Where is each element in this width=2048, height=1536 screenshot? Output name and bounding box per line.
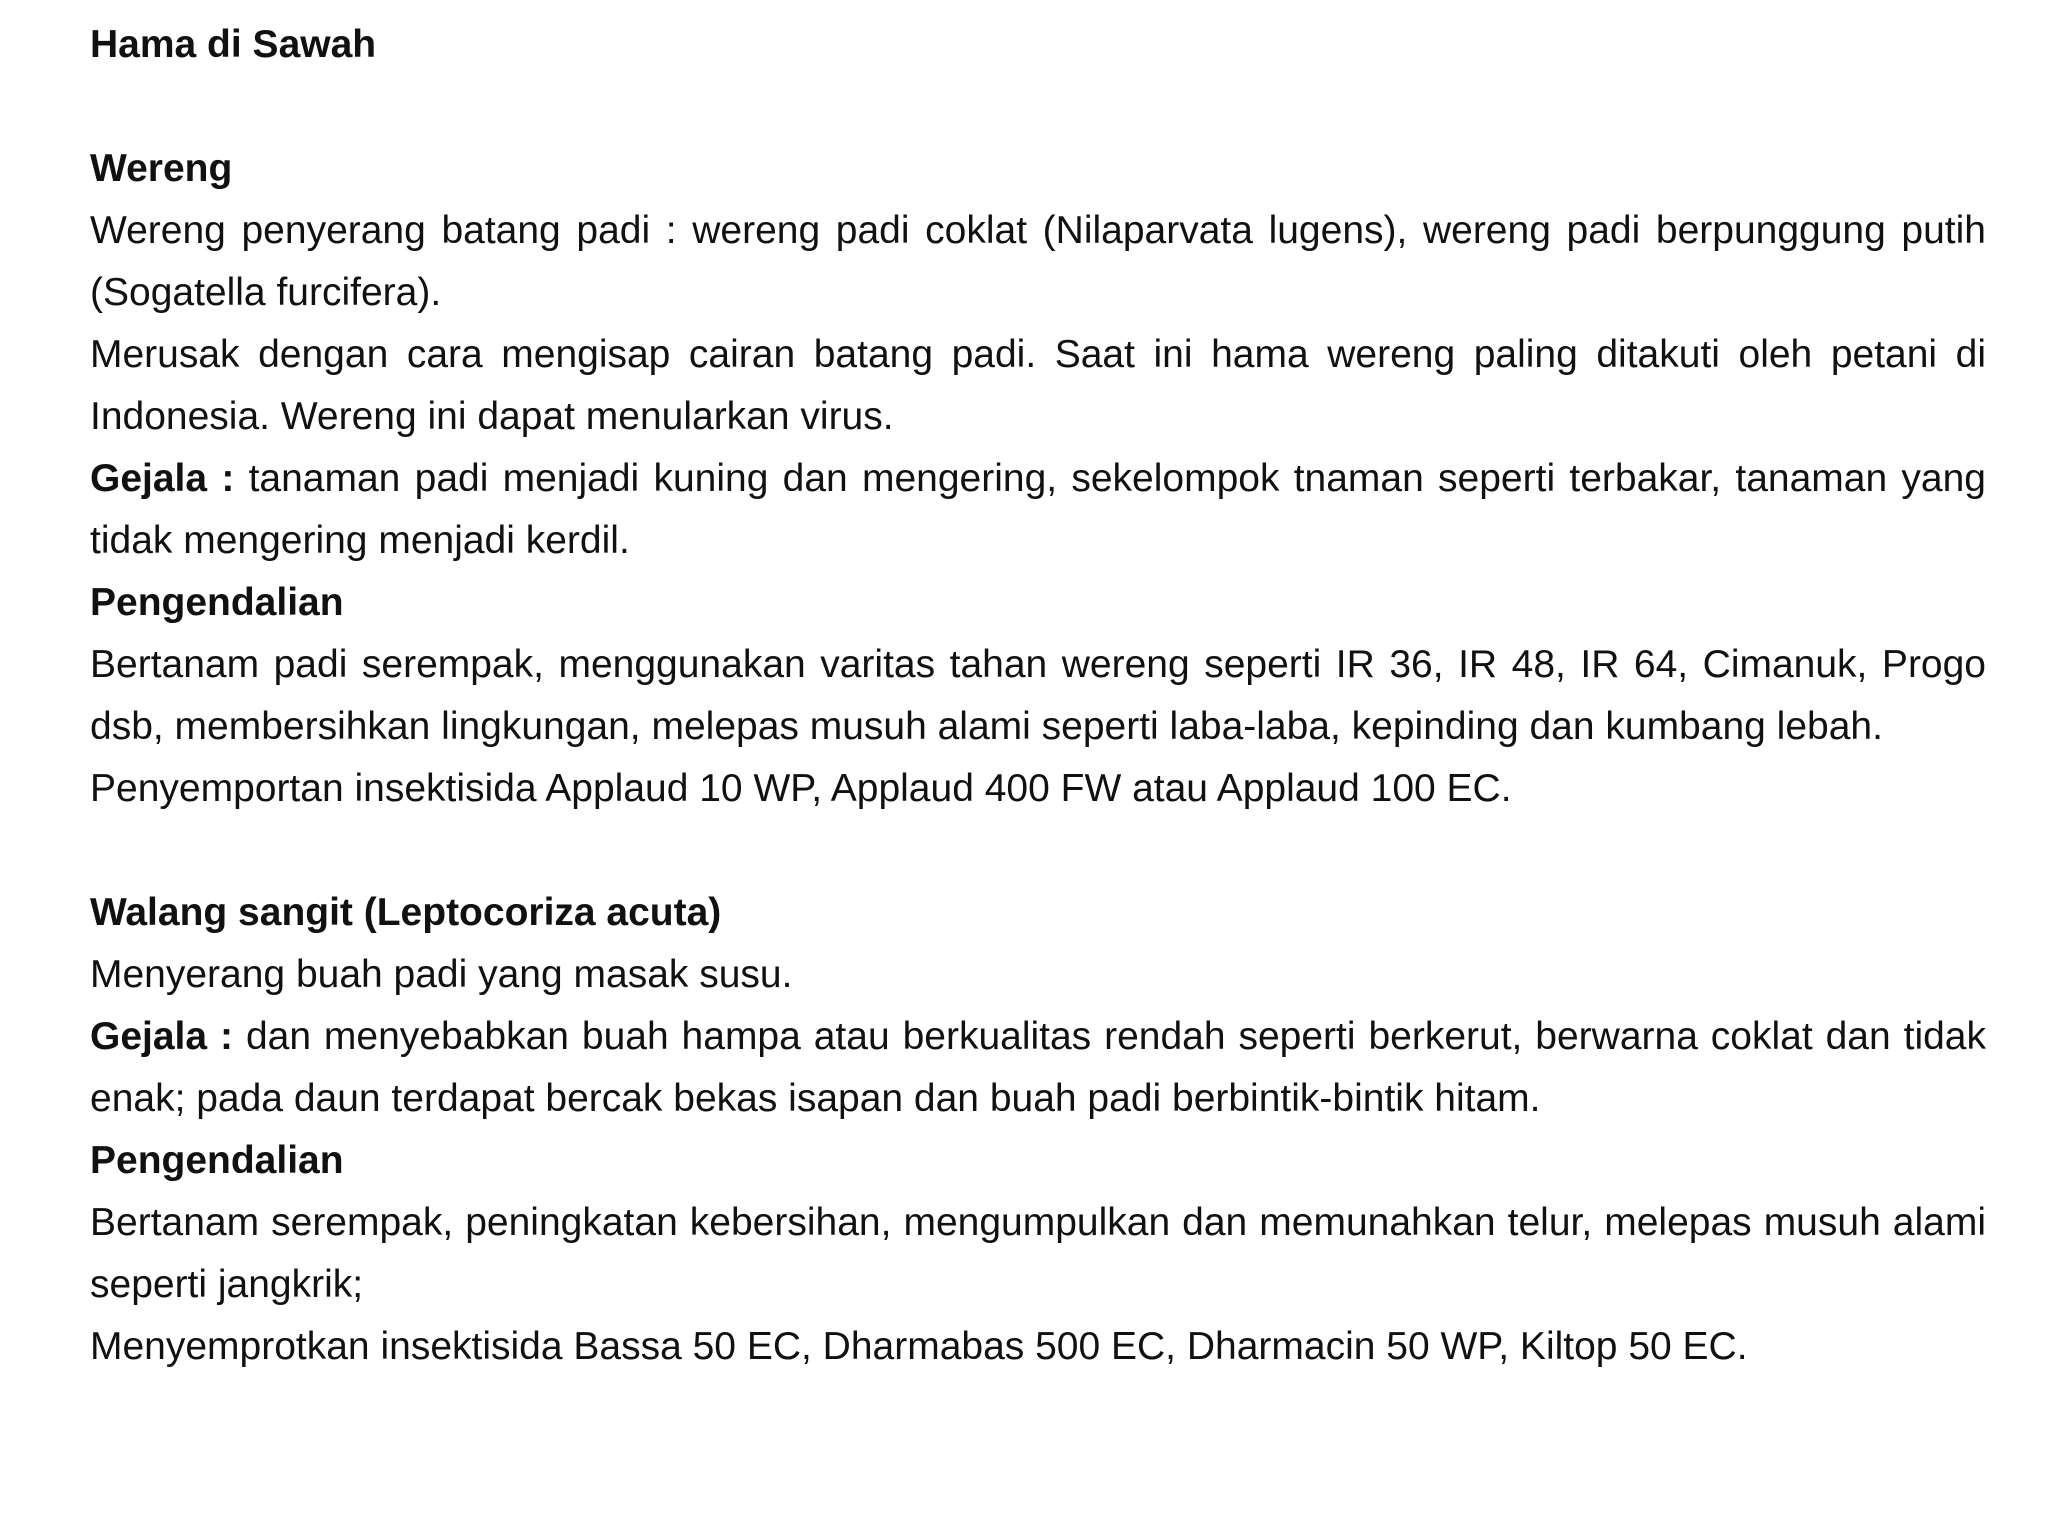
gejala-paragraph xyxy=(90,1006,1986,1130)
paragraph: Merusak dengan cara mengisap cairan batang padi. Saat ini hama wereng paling ditakuti oleh petani di Indonesia. Wereng ini dapat menularkan virus. xyxy=(90,333,1986,438)
section-walang-sangit xyxy=(90,882,1986,1378)
document-title: Hama di Sawah xyxy=(90,23,377,66)
gejala-text: dan menyebabkan buah hampa atau berkualitas rendah seperti berkerut, berwarna coklat dan tidak enak; pada daun terdapat bercak bekas isapan dan buah padi berbintik-bintik hitam. xyxy=(90,1015,1986,1120)
gejala-paragraph xyxy=(90,448,1986,572)
section-wereng xyxy=(90,138,1986,820)
pengendalian-heading: Pengendalian xyxy=(90,581,344,624)
gejala-label: Gejala : xyxy=(90,457,235,500)
gejala-label: Gejala : xyxy=(90,1015,233,1058)
pengendalian-heading: Pengendalian xyxy=(90,1139,344,1182)
section-heading: Wereng xyxy=(90,147,233,190)
paragraph: Penyemportan insektisida Applaud 10 WP, Applaud 400 FW atau Applaud 100 EC. xyxy=(90,767,1512,810)
spacer xyxy=(90,820,1986,882)
paragraph: Bertanam padi serempak, menggunakan varitas tahan wereng seperti IR 36, IR 48, IR 64, Cimanuk, Progo dsb, membersihkan lingkungan, melepas musuh alami seperti laba-laba, kepinding dan kumbang lebah. xyxy=(90,643,1986,748)
paragraph: Bertanam serempak, peningkatan kebersihan, mengumpulkan dan memunahkan telur, melepas musuh alami seperti jangkrik; xyxy=(90,1201,1986,1306)
document-page xyxy=(90,14,1986,1378)
paragraph: Wereng penyerang batang padi : wereng padi coklat (Nilaparvata lugens), wereng padi berpunggung putih (Sogatella furcifera). xyxy=(90,209,1986,314)
paragraph: Menyerang buah padi yang masak susu. xyxy=(90,953,793,996)
section-heading: Walang sangit (Leptocoriza acuta) xyxy=(90,891,722,934)
gejala-text: tanaman padi menjadi kuning dan mengering, sekelompok tnaman seperti terbakar, tanaman yang tidak mengering menjadi kerdil. xyxy=(90,457,1986,562)
paragraph: Menyemprotkan insektisida Bassa 50 EC, Dharmabas 500 EC, Dharmacin 50 WP, Kiltop 50 EC. xyxy=(90,1325,1748,1368)
spacer xyxy=(90,76,1986,138)
